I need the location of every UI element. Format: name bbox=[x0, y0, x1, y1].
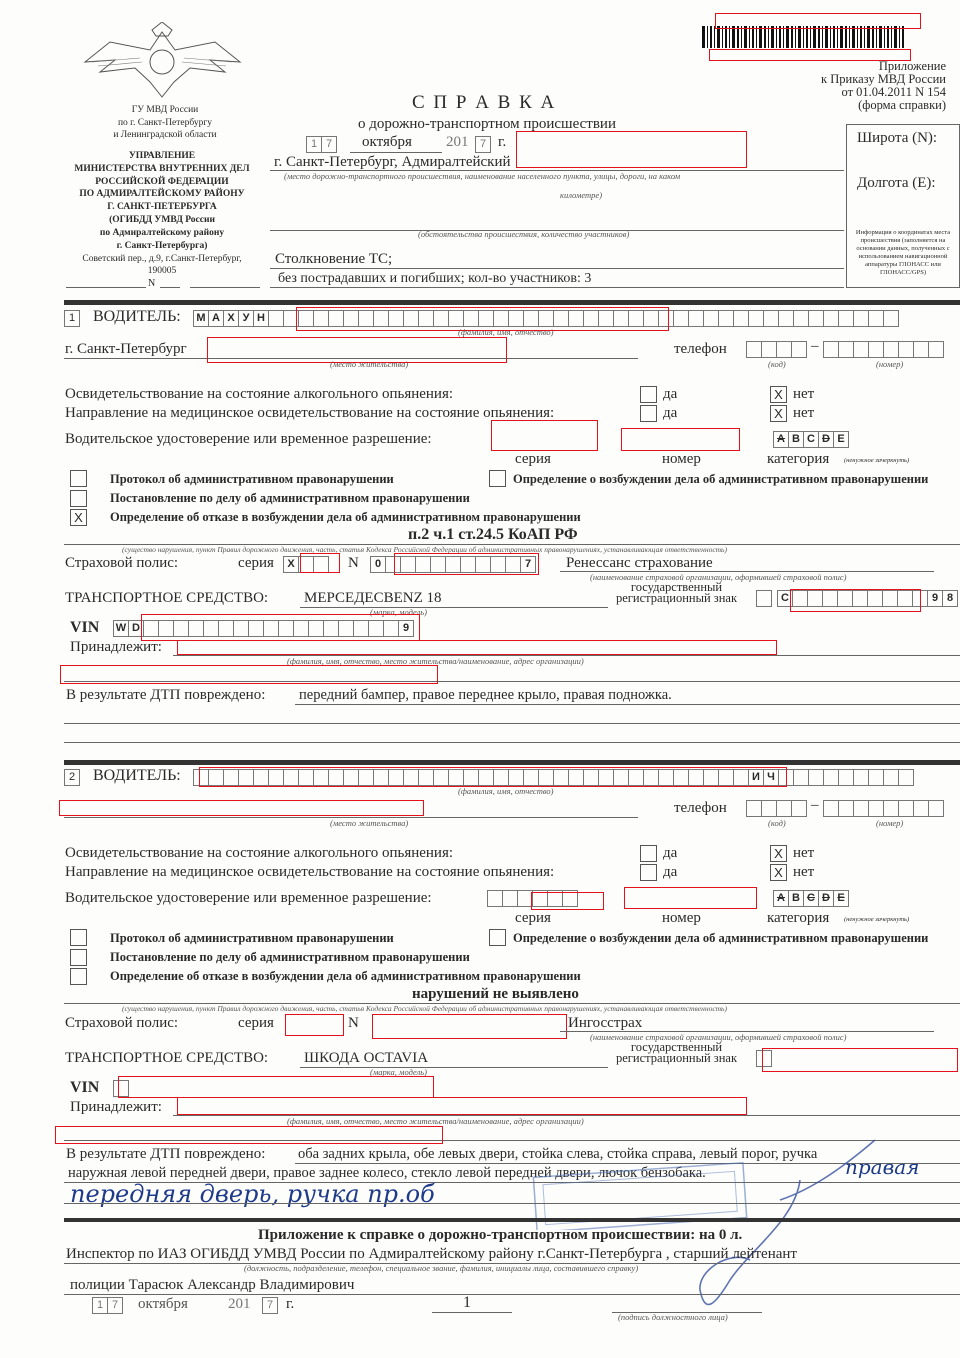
date-year-cell[interactable]: 7 bbox=[475, 136, 490, 153]
driver2-medical-referral: Направление на медицинское освидетельствование на состояние опьянения: bbox=[65, 864, 555, 880]
driver2-insurance-label: Страховой полис: bbox=[65, 1015, 179, 1031]
driver1-vin-cells[interactable]: W D 9 bbox=[113, 620, 413, 637]
resolution-label: Постановление по делу об административном правонарушении bbox=[110, 950, 470, 964]
redaction-box bbox=[372, 1014, 567, 1039]
footer-day-cells[interactable]: 1 7 bbox=[92, 1297, 122, 1314]
driver2-vehicle-label: ТРАНСПОРТНОЕ СРЕДСТВО: bbox=[65, 1050, 269, 1066]
signature-icon bbox=[690, 1130, 890, 1320]
driver2-resolution-checkbox[interactable] bbox=[70, 949, 87, 966]
place-caption-2: километре) bbox=[560, 190, 603, 200]
driver1-phone-number[interactable] bbox=[823, 341, 943, 358]
resolution-label: Постановление по делу об административном правонарушении bbox=[110, 491, 470, 505]
inspector-caption: (должность, подразделение, телефон, специальное звание, фамилия, инициалы лица, составившего справку) bbox=[244, 1263, 639, 1273]
owner-caption: (фамилия, имя, отчество, место жительства/наименование, адрес организации) bbox=[287, 1116, 584, 1126]
driver1-resolution-checkbox[interactable] bbox=[70, 490, 87, 507]
driver2-name-caption: (фамилия, имя, отчество) bbox=[458, 786, 554, 796]
driver2-alcohol-test: Освидетельствование на состояние алкогольного опьянения: bbox=[65, 845, 454, 861]
license-number-label: номер bbox=[662, 910, 701, 926]
driver1-medical-referral: Направление на медицинское освидетельствование на состояние опьянения: bbox=[65, 405, 555, 421]
insurer-caption: (наименование страховой организации, оформившей страховой полис) bbox=[590, 1032, 847, 1042]
initiation-label: Определение о возбуждении дела об административном правонарушении bbox=[513, 472, 929, 486]
insurance-series-label: серия bbox=[238, 1015, 274, 1031]
redaction-box bbox=[177, 640, 777, 655]
driver1-residence: г. Санкт-Петербург bbox=[65, 341, 187, 357]
redaction-box bbox=[177, 1097, 747, 1115]
driver2-number-cell: 2 bbox=[64, 769, 79, 786]
driver1-alcohol-test: Освидетельствование на состояние алкогольного опьянения: bbox=[65, 386, 454, 402]
page-number: 1 bbox=[463, 1294, 471, 1311]
footer-year-suffix: г. bbox=[286, 1296, 295, 1312]
footer-year-cell[interactable]: 7 bbox=[262, 1297, 277, 1314]
driver2-alcohol-no-checkbox[interactable]: X bbox=[770, 845, 787, 862]
redaction-box bbox=[491, 420, 598, 451]
driver1-medical-yes-checkbox[interactable] bbox=[640, 405, 657, 422]
driver2-medical-no-checkbox[interactable]: X bbox=[770, 864, 787, 881]
redaction-box bbox=[790, 589, 921, 612]
redaction-box bbox=[762, 1048, 958, 1072]
no-label: нет bbox=[793, 864, 815, 880]
owner-caption: (фамилия, имя, отчество, место жительства/наименование, адрес организации) bbox=[287, 656, 584, 666]
driver2-license-label: Водительское удостоверение или временное разрешение: bbox=[65, 890, 432, 906]
license-category-label: категория bbox=[767, 910, 830, 926]
driver2-phone-code[interactable] bbox=[746, 800, 806, 817]
driver1-number-cell: 1 bbox=[64, 310, 79, 327]
redaction-box bbox=[300, 553, 340, 573]
license-series-label: серия bbox=[515, 910, 551, 926]
refusal-label: Определение об отказе в возбуждении дела об административном правонарушении bbox=[110, 510, 581, 524]
driver2-vin-label: VIN bbox=[70, 1079, 100, 1096]
driver2-protocol-checkbox[interactable] bbox=[70, 929, 87, 946]
yes-label: да bbox=[663, 864, 678, 880]
order-appendix-note: Приложение к Приказу МВД России от 01.04.2011 N 154 (форма справки) bbox=[821, 59, 946, 112]
inspector-line: Инспектор по ИАЗ ОГИБДД УМВД России по Адмиралтейскому району г.Санкт-Петербурга , старший лейтенант bbox=[66, 1246, 797, 1262]
inspector-name: полиции Тарасюк Александр Владимирович bbox=[70, 1277, 355, 1293]
reg-plate-label: государственный регистрационный знак bbox=[616, 1040, 738, 1065]
driver1-owner-label: Принадлежит: bbox=[70, 639, 162, 655]
license-series-label: серия bbox=[515, 451, 551, 467]
driver1-name-caption: (фамилия, имя, отчество) bbox=[458, 327, 554, 337]
reg-plate-label: государственный регистрационный знак bbox=[616, 580, 738, 605]
driver1-insurance-series[interactable]: Х bbox=[283, 556, 328, 573]
driver1-residence-caption: (место жительства) bbox=[330, 359, 409, 369]
driver1-label: ВОДИТЕЛЬ: bbox=[93, 308, 181, 325]
driver1-damage-label: В результате ДТП повреждено: bbox=[66, 687, 266, 703]
longitude-label: Долгота (E): bbox=[857, 175, 936, 191]
driver2-name-cells[interactable]: И Ч bbox=[193, 769, 913, 786]
redaction-box bbox=[715, 13, 921, 29]
driver2-refusal-checkbox[interactable] bbox=[70, 968, 87, 985]
driver1-phone-code[interactable] bbox=[746, 341, 806, 358]
org-stamp-block: УПРАВЛЕНИЕ МИНИСТЕРСТВА ВНУТРЕННИХ ДЕЛ РОССИЙСКОЙ ФЕДЕРАЦИИ ПО АДМИРАЛТЕЙСКОМУ РАЙОНУ Г. САНКТ-ПЕТЕРБУРГА (ОГИБДД УМВД России по Адмиралтейскому району г. Санкт-Петербурга) bbox=[74, 151, 250, 251]
redaction-box bbox=[621, 428, 740, 451]
driver1-phone-label: телефон bbox=[674, 341, 727, 357]
insurance-n-label: N bbox=[348, 1015, 359, 1031]
driver2-phone-label: телефон bbox=[674, 800, 727, 816]
redaction-box bbox=[118, 1076, 434, 1098]
driver2-damage: оба задних крыла, обе левых двери, стойка слева, стойка справа, левый порог, ручка bbox=[298, 1146, 818, 1162]
license-category-label: категория bbox=[767, 451, 830, 467]
protocol-label: Протокол об административном правонарушении bbox=[110, 472, 394, 486]
coordinates-note: Информация о координатах места происшествия (заполняется на основании данных, полученных с использованием навигационной аппаратуры ГЛОНАСС или ГЛОНАСС/GPS) bbox=[855, 229, 951, 276]
insurance-series-label: серия bbox=[238, 555, 274, 571]
driver1-vehicle-label: ТРАНСПОРТНОЕ СРЕДСТВО: bbox=[65, 590, 269, 606]
driver1-insurer: Ренессанс страхование bbox=[566, 555, 713, 571]
no-label: нет bbox=[793, 405, 815, 421]
driver2-license-categories[interactable]: А В С D Е bbox=[773, 890, 848, 907]
initiation-label: Определение о возбуждении дела об административном правонарушении bbox=[513, 931, 929, 945]
driver1-license-label: Водительское удостоверение или временное разрешение: bbox=[65, 431, 432, 447]
driver2-medical-yes-checkbox[interactable] bbox=[640, 864, 657, 881]
redaction-box bbox=[199, 767, 787, 787]
doc-title: С П Р А В К А bbox=[412, 92, 557, 113]
driver1-vehicle: МЕРСЕДЕСBENZ 18 bbox=[304, 590, 442, 606]
driver1-alcohol-no-checkbox[interactable]: X bbox=[770, 386, 787, 403]
driver1-medical-no-checkbox[interactable]: X bbox=[770, 405, 787, 422]
vehicle-caption: (марка, модель) bbox=[370, 1067, 427, 1077]
driver1-insurance-label: Страховой полис: bbox=[65, 555, 179, 571]
place-caption: (место дорожно-транспортного происшествия, наименование населенного пункта, улицы, дороги, на каком bbox=[284, 171, 681, 181]
redaction-box bbox=[59, 800, 424, 816]
driver2-vehicle: ШКОДА OCTAVIA bbox=[304, 1050, 429, 1066]
latitude-label: Широта (N): bbox=[857, 130, 938, 146]
driver1-name-cells[interactable]: М А Х У Н bbox=[193, 310, 898, 327]
footer-year-prefix: 201 bbox=[228, 1296, 251, 1312]
date-day-cells[interactable]: 1 7 bbox=[306, 136, 336, 153]
no-label: нет bbox=[793, 386, 815, 402]
driver1-refusal-checkbox[interactable]: X bbox=[70, 509, 87, 526]
driver2-alcohol-yes-checkbox[interactable] bbox=[640, 845, 657, 862]
redaction-box bbox=[531, 892, 604, 910]
driver1-vin-label: VIN bbox=[70, 619, 100, 636]
accident-place: г. Санкт-Петербург, Адмиралтейский bbox=[274, 154, 511, 170]
driver2-initiation-checkbox[interactable] bbox=[489, 929, 506, 946]
driver1-alcohol-yes-checkbox[interactable] bbox=[640, 386, 657, 403]
driver1-damage: передний бампер, правое переднее крыло, правая подножка. bbox=[299, 687, 672, 703]
mvd-eagle-emblem-icon bbox=[80, 22, 245, 102]
violation-caption: (существо нарушения, пункт Правил дорожного движения, часть, статья Кодекса Российской Федерации об административных правонарушениях, устанавливающая ответственность) bbox=[122, 545, 727, 554]
yes-label: да bbox=[663, 405, 678, 421]
doc-subtitle: о дорожно-транспортном происшествии bbox=[358, 116, 616, 132]
vehicle-caption: (марка, модель) bbox=[370, 607, 427, 617]
driver1-initiation-checkbox[interactable] bbox=[489, 470, 506, 487]
date-year-prefix: 201 bbox=[446, 134, 469, 150]
circumstances-caption: (обстоятельства происшествия, количество участников) bbox=[418, 229, 630, 239]
driver1-protocol-checkbox[interactable] bbox=[70, 470, 87, 487]
date-month: октября bbox=[362, 134, 412, 150]
protocol-label: Протокол об административном правонарушении bbox=[110, 931, 394, 945]
org-address: Советский пер., д.9, г.Санкт-Петербург, 190005 bbox=[82, 254, 242, 276]
driver2-phone-number[interactable] bbox=[823, 800, 943, 817]
driver2-residence-caption: (место жительства) bbox=[330, 818, 409, 828]
doc-number-label: N bbox=[148, 278, 156, 289]
handwritten-damage-note: передняя дверь, ручка пр.об bbox=[70, 1180, 435, 1208]
driver2-violation: нарушений не выявлено bbox=[412, 986, 579, 1002]
driver2-owner-label: Принадлежит: bbox=[70, 1099, 162, 1115]
redaction-box bbox=[141, 614, 420, 641]
driver1-violation: п.2 ч.1 ст.24.5 КоАП РФ bbox=[408, 526, 578, 543]
circumstances-line-2: без пострадавших и погибших; кол-во участников: 3 bbox=[278, 271, 592, 286]
driver1-insurance-number[interactable]: 0 7 bbox=[370, 556, 535, 573]
handwritten-addition: правая bbox=[845, 1155, 920, 1179]
no-label: нет bbox=[793, 845, 815, 861]
yes-label: да bbox=[663, 845, 678, 861]
category-note: (ненужное зачеркнуть) bbox=[844, 916, 910, 923]
license-number-label: номер bbox=[662, 451, 701, 467]
driver2-damage-line2: наружная левой передней двери, правое заднее колесо, стекло левой передней двери, лючок бензобака. bbox=[68, 1165, 706, 1181]
redaction-box bbox=[60, 665, 438, 684]
redaction-box bbox=[394, 553, 539, 575]
redaction-box bbox=[516, 131, 747, 168]
insurance-n-label: N bbox=[348, 555, 359, 571]
yes-label: да bbox=[663, 386, 678, 402]
org-name-top: ГУ МВД России по г. Санкт-Петербургу и Ленинградской области bbox=[113, 105, 217, 140]
date-year-suffix: г. bbox=[498, 134, 507, 150]
redaction-box bbox=[285, 1014, 344, 1036]
coordinates-box bbox=[846, 124, 960, 288]
footer-month: октября bbox=[138, 1296, 188, 1312]
driver2-insurer: Ингосстрах bbox=[568, 1015, 643, 1031]
refusal-label: Определение об отказе в возбуждении дела об административном правонарушении bbox=[110, 969, 581, 983]
phone-code-caption: (код) bbox=[768, 818, 786, 828]
driver1-reg-plate-cells[interactable]: С 9 8 bbox=[756, 590, 957, 607]
phone-number-caption: (номер) bbox=[876, 359, 904, 369]
footer-appendix-line: Приложение к справке о дорожно-транспортном происшествии: на 0 л. bbox=[258, 1227, 743, 1243]
violation-caption: (существо нарушения, пункт Правил дорожного движения, часть, статья Кодекса Российской Федерации об административных правонарушениях, устанавливающая ответственность) bbox=[122, 1004, 727, 1013]
phone-number-caption: (номер) bbox=[876, 818, 904, 828]
driver2-label: ВОДИТЕЛЬ: bbox=[93, 767, 181, 784]
redaction-box bbox=[55, 1126, 443, 1144]
driver2-damage-label: В результате ДТП повреждено: bbox=[66, 1146, 266, 1162]
circumstances-line-1: Столкновение ТС; bbox=[275, 251, 393, 267]
driver1-license-categories[interactable]: А В С D Е bbox=[773, 431, 848, 448]
phone-code-caption: (код) bbox=[768, 359, 786, 369]
insurer-caption: (наименование страховой организации, оформившей страховой полис) bbox=[590, 572, 847, 582]
redaction-box bbox=[624, 887, 757, 909]
category-note: (ненужное зачеркнуть) bbox=[844, 457, 910, 464]
signature-caption: (подпись должностного лица) bbox=[618, 1312, 728, 1322]
